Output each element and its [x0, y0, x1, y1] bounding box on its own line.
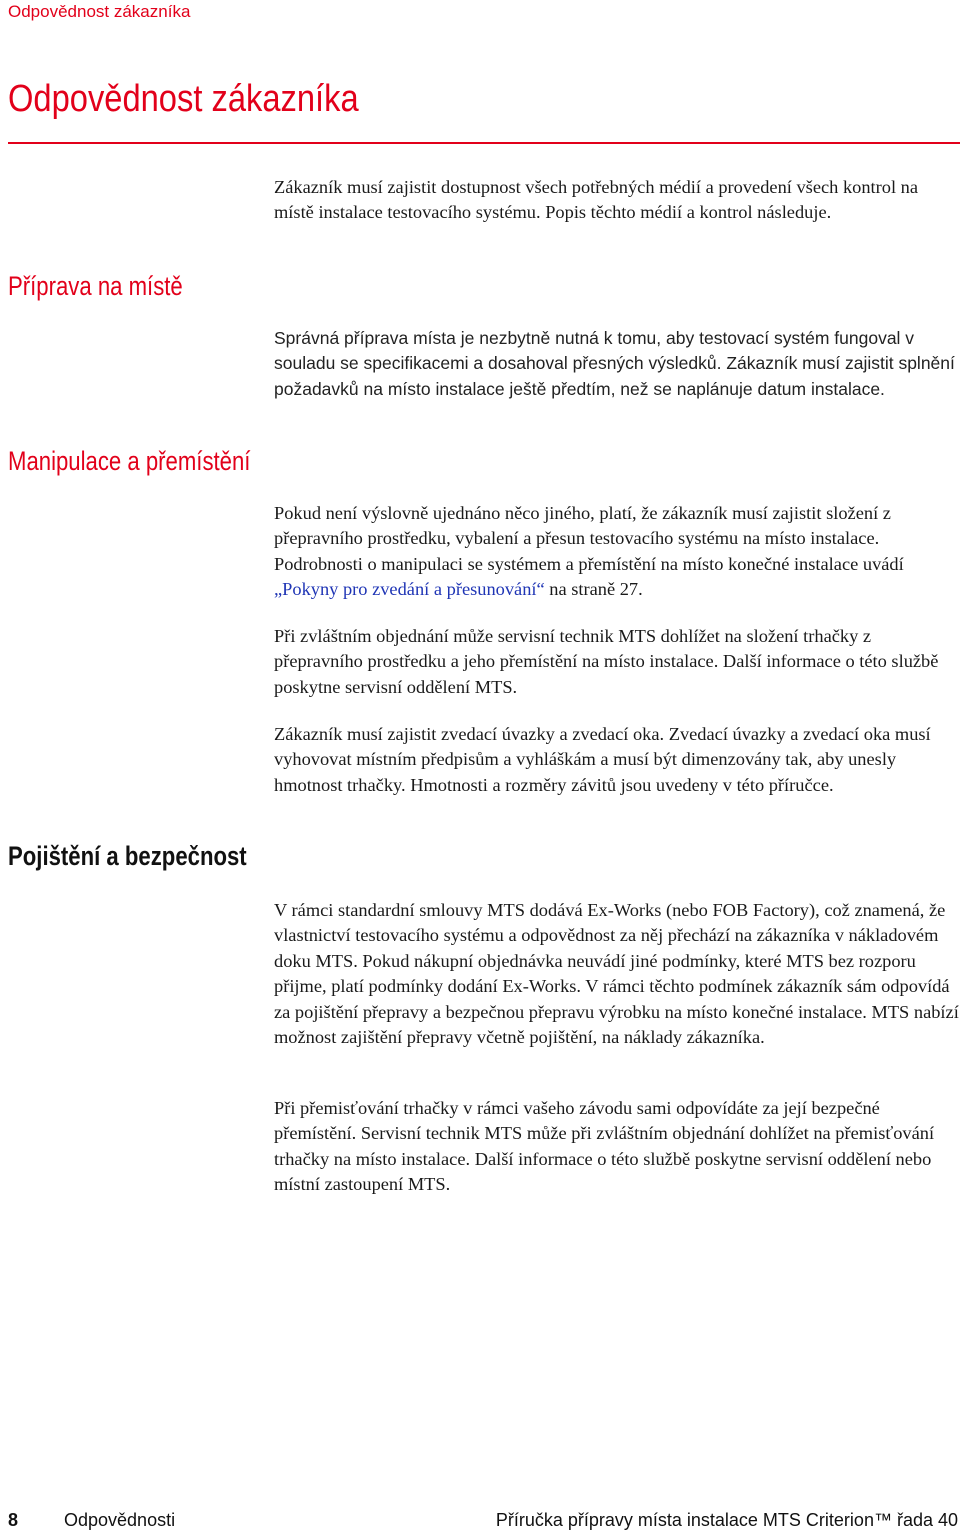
page-number: 8: [8, 1510, 19, 1530]
footer-section: Odpovědnosti: [64, 1510, 176, 1530]
pojisteni-paragraph-1: V rámci standardní smlouvy MTS dodává Ex-Works (nebo FOB Factory), což znamená, že vlastnictví testovacího systému a odpovědnost za něj přechází na zákazníka v nákladovém doku MTS. Pokud nákupní objednávka neuvádí jiné podmínky, které MTS bez rozporu přijme, platí podmínky dodání Ex-Works. V rámci těchto podmínek zákazník sám odpovídá za pojištění přepravy a bezpečnou přepravu výrobku na místo konečné instalace. MTS nabízí možnost zajištění přepravy včetně pojištění, na náklady zákazníka.: [274, 900, 959, 1048]
page-footer: [8, 1510, 960, 1536]
manipulace-paragraph-1: [274, 501, 960, 603]
footer-manual-title: Příručka přípravy místa instalace MTS Criterion™ řada 40: [495, 1510, 958, 1530]
intro-paragraph: Zákazník musí zajistit dostupnost všech potřebných médií a provedení všech kontrol na místě instalace testovacího systému. Popis těchto médií a kontrol následuje.: [274, 177, 919, 223]
page-title: Odpovědnost zákazníka: [8, 78, 359, 120]
manipulace-paragraph-2: Při zvláštním objednání může servisní technik MTS dohlížet na složení trhačky z přepravního prostředku a jeho přemístění na místo instalace. Další informace o této službě poskytne servisní oddělení MTS.: [274, 626, 939, 697]
section-heading-manipulace: Manipulace a přemístění: [8, 446, 251, 476]
section-heading-priprava: Příprava na místě: [8, 271, 183, 301]
section-heading-pojisteni: Pojištění a bezpečnost: [8, 841, 247, 871]
manipulace-p1-tail: na straně 27.: [544, 579, 643, 600]
running-head: Odpovědnost zákazníka: [8, 2, 191, 21]
manipulace-p1-text: Pokud není výslovně ujednáno něco jiného, platí, že zákazník musí zajistit složení z přepravního prostředku, vybalení a přesun testovacího systému na místo instalace. Podrobnosti o manipulaci se systémem a přemístění na místo konečné instalace uvádí: [274, 503, 904, 574]
pojisteni-paragraph-2: Při přemisťování trhačky v rámci vašeho závodu sami odpovídáte za její bezpečné přemístění. Servisní technik MTS může při zvláštním objednání dohlížet na přemisťování trhačky na místo instalace. Další informace o této službě poskytne servisní oddělení nebo místní zastoupení MTS.: [274, 1098, 935, 1195]
priprava-paragraph: Správná příprava místa je nezbytně nutná k tomu, aby testovací systém fungoval v souladu se specifikacemi a dosahoval přesných výsledků. Zákazník musí zajistit splnění požadavků na místo instalace ještě předtím, než se naplánuje datum instalace.: [274, 328, 955, 399]
title-rule: [8, 142, 960, 144]
pokyny-link[interactable]: „Pokyny pro zvedání a přesunování“: [274, 579, 545, 600]
manipulace-paragraph-3: Zákazník musí zajistit zvedací úvazky a zvedací oka. Zvedací úvazky a zvedací oka musí vyhovovat místním předpisům a vyhláškám a musí být dimenzovány tak, aby unesly hmotnost trhačky. Hmotnosti a rozměry závitů jsou uvedeny v této příručce.: [274, 724, 931, 795]
